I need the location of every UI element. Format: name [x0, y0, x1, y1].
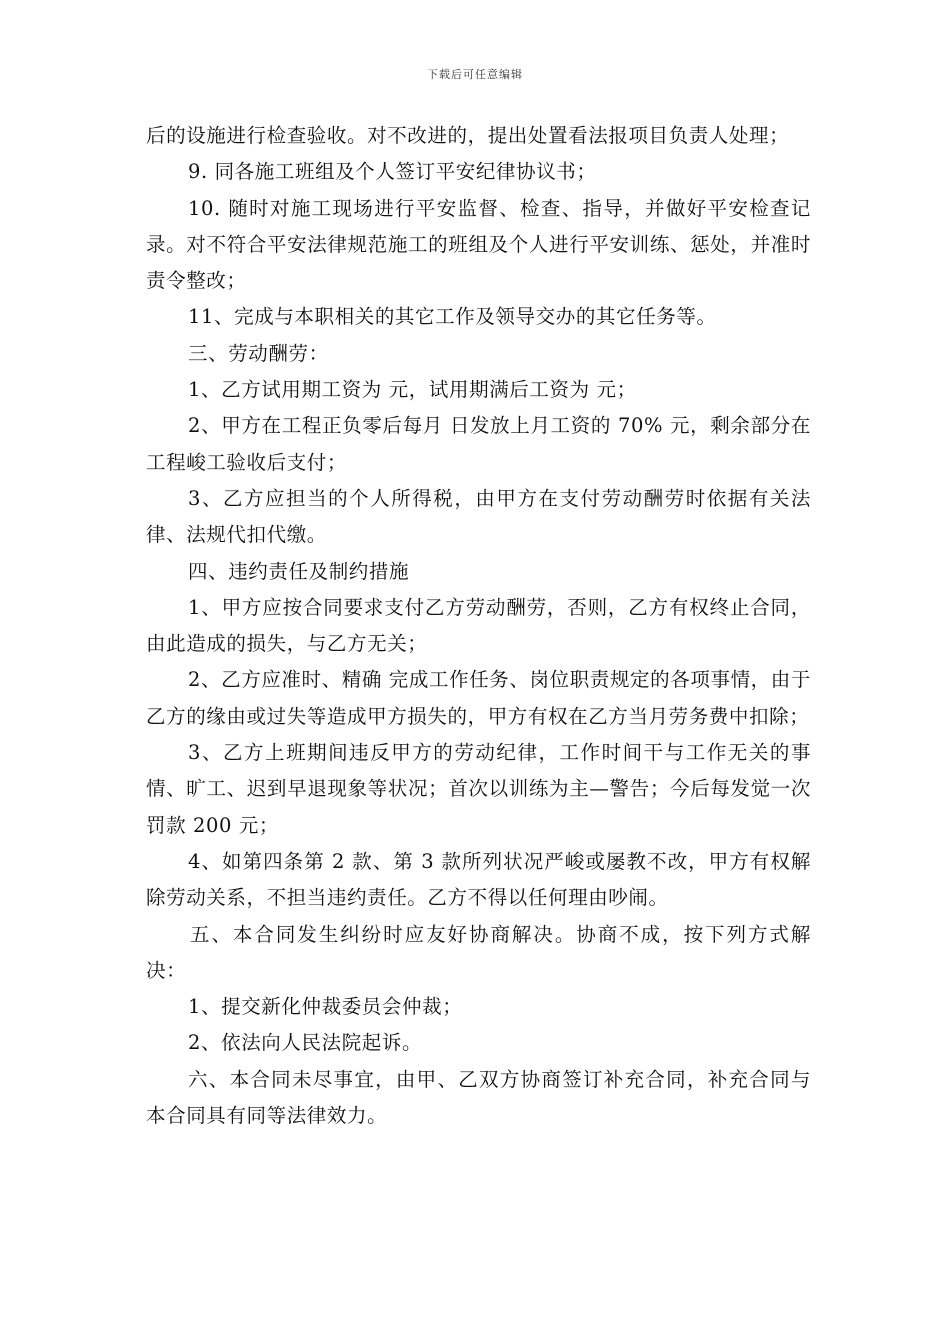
paragraph-continuation: 后的设施进行检查验收。对不改进的，提出处置看法报项目负责人处理；: [146, 124, 790, 147]
paragraph-item-9: 9. 同各施工班组及个人签订平安纪律协议书；: [188, 160, 597, 184]
section-heading-3: 三、劳动酬劳：: [188, 341, 329, 365]
page-header: 下载后可任意编辑: [427, 68, 523, 81]
paragraph-liability-3: 3、乙方上班期间违反甲方的劳动纪律，工作时间干与工作无关的事情、旷工、迟到早退现象等状况；首次以训练为主—警告；今后每发觉一次罚款 200 元；: [146, 741, 811, 837]
paragraph-pay-1: 1、乙方试用期工资为 元，试用期满后工资为 元；: [188, 378, 637, 402]
paragraph-liability-1: 1、甲方应按合同要求支付乙方劳动酬劳，否则，乙方有权终止合同，由此造成的损失，与乙方无关；: [146, 595, 811, 656]
paragraph-item-11: 11、完成与本职相关的其它工作及领导交办的其它任务等。: [188, 305, 717, 329]
paragraph-pay-3: 3、乙方应担当的个人所得税，由甲方在支付劳动酬劳时依据有关法律、法规代扣代缴。: [146, 486, 811, 547]
section-heading-4: 四、违约责任及制约措施: [188, 559, 410, 583]
paragraph-liability-2: 2、乙方应准时、精确 完成工作任务、岗位职责规定的各项事情，由于乙方的缘由或过失等造成甲方损失的，甲方有权在乙方当月劳务费中扣除；: [146, 668, 811, 728]
paragraph-dispute-2: 2、依法向人民法院起诉。: [188, 1031, 423, 1055]
paragraph-dispute-1: 1、提交新化仲裁委员会仲裁；: [188, 995, 463, 1019]
paragraph-liability-4: 4、如第四条第 2 款、第 3 款所列状况严峻或屡教不改，甲方有权解除劳动关系，不担当违约责任。乙方不得以任何理由吵闹。: [146, 849, 811, 910]
section-heading-6: 六、本合同未尽事宜，由甲、乙双方协商签订补充合同，补充合同与本合同具有同等法律效力。: [146, 1067, 811, 1128]
paragraph-item-10: 10. 随时对施工现场进行平安监督、检查、指导，并做好平安检查记录。对不符合平安法律规范施工的班组及个人进行平安训练、惩处，并准时责令整改；: [146, 196, 811, 293]
document-body: [146, 118, 811, 1134]
paragraph-pay-2: 2、甲方在工程正负零后每月 日发放上月工资的 70% 元，剩余部分在工程峻工验收后支付；: [146, 414, 811, 474]
section-heading-5: 五、本合同发生纠纷时应友好协商解决。协商不成，按下列方式解决：: [146, 922, 811, 982]
